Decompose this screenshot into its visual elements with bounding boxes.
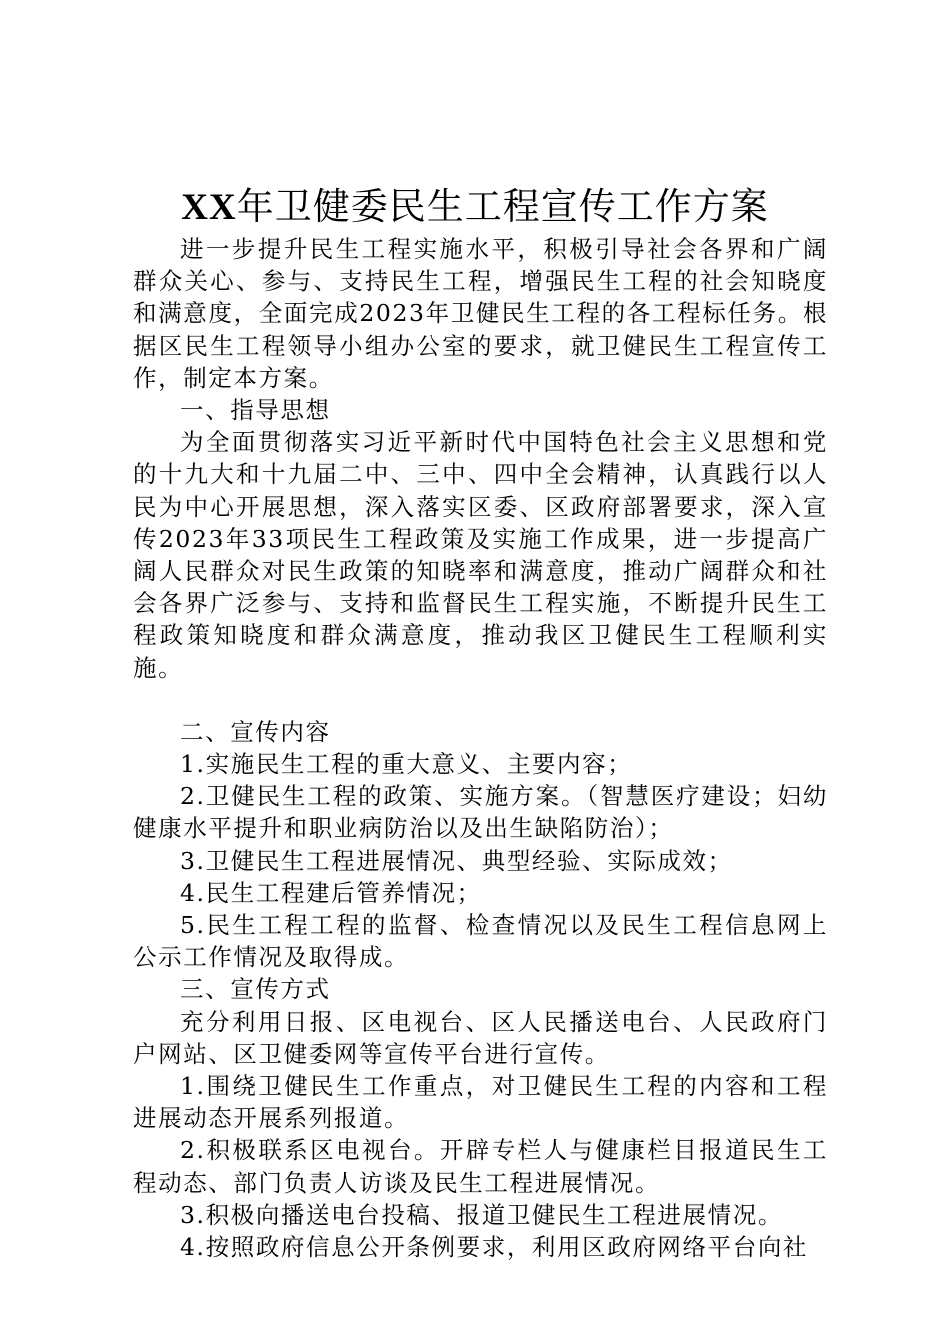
content-item-3: 3.卫健民生工程进展情况、典型经验、实际成效； [180,846,733,875]
methods-intro-paragraph: 充分利用日报、区电视台、区人民播送电台、人民政府门户网站、区卫健委网等宣传平台进行宣传。 [133,1007,828,1068]
title-prefix: XX [181,187,237,228]
method-item-4: 4.按照政府信息公开条例要求，利用区政府网络平台向社 [180,1233,809,1262]
content-item-1: 1.实施民生工程的重大意义、主要内容； [180,750,633,779]
guiding-thought-paragraph: 为全面贯彻落实习近平新时代中国特色社会主义思想和党的十九大和十九届二中、三中、四中全会精神，认真践行以人民为中心开展思想，深入落实区委、区政府部署要求，深入宣传2023年33项民生工程政策及实施工作成果，进一步提高广阔人民群众对民生政策的知晓率和满意度，推动广阔群众和社会各界广泛参与、支持和监督民生工程实施，不断提升民生工程政策知晓度和群众满意度，推动我区卫健民生工程顺利实施。 [133,428,828,682]
method-item-1: 1.围绕卫健民生工作重点，对卫健民生工程的内容和工程进展动态开展系列报道。 [133,1072,828,1133]
content-item-2: 2.卫健民生工程的政策、实施方案。（智慧医疗建设；妇幼健康水平提升和职业病防治以及出生缺陷防治）； [133,782,828,843]
intro-paragraph: 进一步提升民生工程实施水平，积极引导社会各界和广阔群众关心、参与、支持民生工程，增强民生工程的社会知晓度和满意度，全面完成2023年卫健民生工程的各工程标任务。根据区民生工程领导小组办公室的要求，就卫健民生工程宣传工作，制定本方案。 [133,235,828,392]
method-item-2: 2.积极联系区电视台。开辟专栏人与健康栏目报道民生工程动态、部门负责人访谈及民生工程进展情况。 [133,1136,828,1197]
method-item-3: 3.积极向播送电台投稿、报道卫健民生工程进展情况。 [180,1200,783,1229]
content-item-5: 5.民生工程工程的监督、检查情况以及民生工程信息网上公示工作情况及取得成。 [133,911,828,972]
content-item-4: 4.民生工程建后管养情况； [180,878,482,907]
document-title [0,183,950,232]
section-heading-publicity-content: 二、宣传内容 [180,717,331,746]
title-text: 年卫健委民生工程宣传工作方案 [236,185,769,228]
document-body [133,233,828,1263]
section-heading-guiding-thought: 一、指导思想 [180,396,331,425]
section-heading-publicity-methods: 三、宣传方式 [180,975,331,1004]
